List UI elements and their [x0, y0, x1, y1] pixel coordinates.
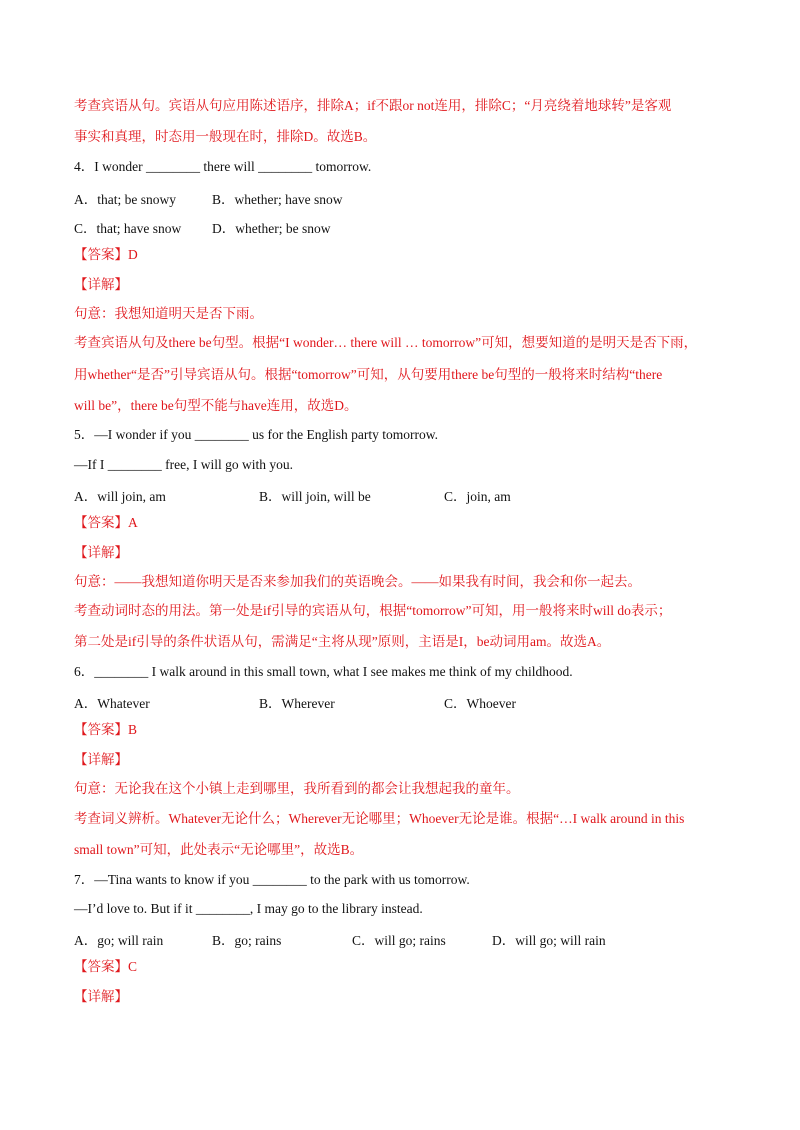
q6-stem: 6．________ I walk around in this small town, what I see makes me think of my childhood. — [74, 664, 573, 679]
q7-stem: 7．—Tina wants to know if you ________ to the park with us tomorrow. — [74, 872, 470, 887]
q6-explanation-line-1: 考查词义辨析。Whatever无论什么；Wherever无论哪里；Whoever无论是谁。根据“…I walk around in this — [74, 811, 685, 826]
q4-option-c: C．that; have snow — [74, 221, 182, 236]
q5-stem-2: —If I ________ free, I will go with you. — [74, 457, 293, 472]
q7-option-a: A．go; will rain — [74, 933, 164, 948]
q6-option-a: A．Whatever — [74, 696, 150, 711]
q7-answer: 【答案】C — [74, 959, 138, 974]
q4-detail-heading: 【详解】 — [74, 277, 128, 292]
q5-stem: 5．—I wonder if you ________ us for the English party tomorrow. — [74, 427, 438, 442]
q5-meaning: 句意：——我想知道你明天是否来参加我们的英语晚会。——如果我有时间，我会和你一起去。 — [74, 574, 641, 589]
q6-detail-heading: 【详解】 — [74, 752, 128, 767]
q6-option-c: C．Whoever — [444, 696, 516, 711]
q7-option-b: B．go; rains — [212, 933, 282, 948]
q4-explanation-line-3: will be”，there be句型不能与have连用，故选D。 — [74, 398, 358, 413]
q7-option-c: C．will go; rains — [352, 933, 446, 948]
q4-stem: 4．I wonder ________ there will ________ tomorrow. — [74, 159, 372, 174]
q6-meaning: 句意：无论我在这个小镇上走到哪里，我所看到的都会让我想起我的童年。 — [74, 781, 520, 796]
q4-explanation-line-2: 用whether“是否”引导宾语从句。根据“tomorrow”可知，从句要用there be句型的一般将来时结构“there — [74, 367, 663, 382]
q4-explanation-line-1: 考查宾语从句及there be句型。根据“I wonder… there will … tomorrow”可知，想要知道的是明天是否下雨， — [74, 335, 698, 350]
q6-option-b: B．Wherever — [259, 696, 335, 711]
q6-explanation-line-2: small town”可知，此处表示“无论哪里”，故选B。 — [74, 842, 364, 857]
q5-option-a: A．will join, am — [74, 489, 166, 504]
q5-option-b: B．will join, will be — [259, 489, 371, 504]
q5-option-c: C．join, am — [444, 489, 511, 504]
q3-explanation-line-2: 事实和真理，时态用一般现在时，排除D。故选B。 — [74, 129, 377, 144]
q7-stem-2: —I’d love to. But if it ________, I may go to the library instead. — [74, 901, 423, 916]
q4-meaning: 句意：我想知道明天是否下雨。 — [74, 306, 263, 321]
q6-answer: 【答案】B — [74, 722, 138, 737]
q4-option-b: B．whether; have snow — [212, 192, 343, 207]
q5-explanation-line-1: 考查动词时态的用法。第一处是if引导的宾语从句，根据“tomorrow”可知，用一般将来时will do表示； — [74, 603, 672, 618]
q4-answer: 【答案】D — [74, 247, 138, 262]
q3-explanation-line-1: 考查宾语从句。宾语从句应用陈述语序，排除A；if不跟or not连用，排除C；“月亮绕着地球转”是客观 — [74, 98, 672, 113]
q7-detail-heading: 【详解】 — [74, 989, 128, 1004]
q7-option-d: D．will go; will rain — [492, 933, 606, 948]
q4-option-d: D．whether; be snow — [212, 221, 331, 236]
q5-explanation-line-2: 第二处是if引导的条件状语从句，需满足“主将从现”原则，主语是I，be动词用am。故选A。 — [74, 634, 611, 649]
q4-option-a: A．that; be snowy — [74, 192, 176, 207]
q5-answer: 【答案】A — [74, 515, 138, 530]
q5-detail-heading: 【详解】 — [74, 545, 128, 560]
